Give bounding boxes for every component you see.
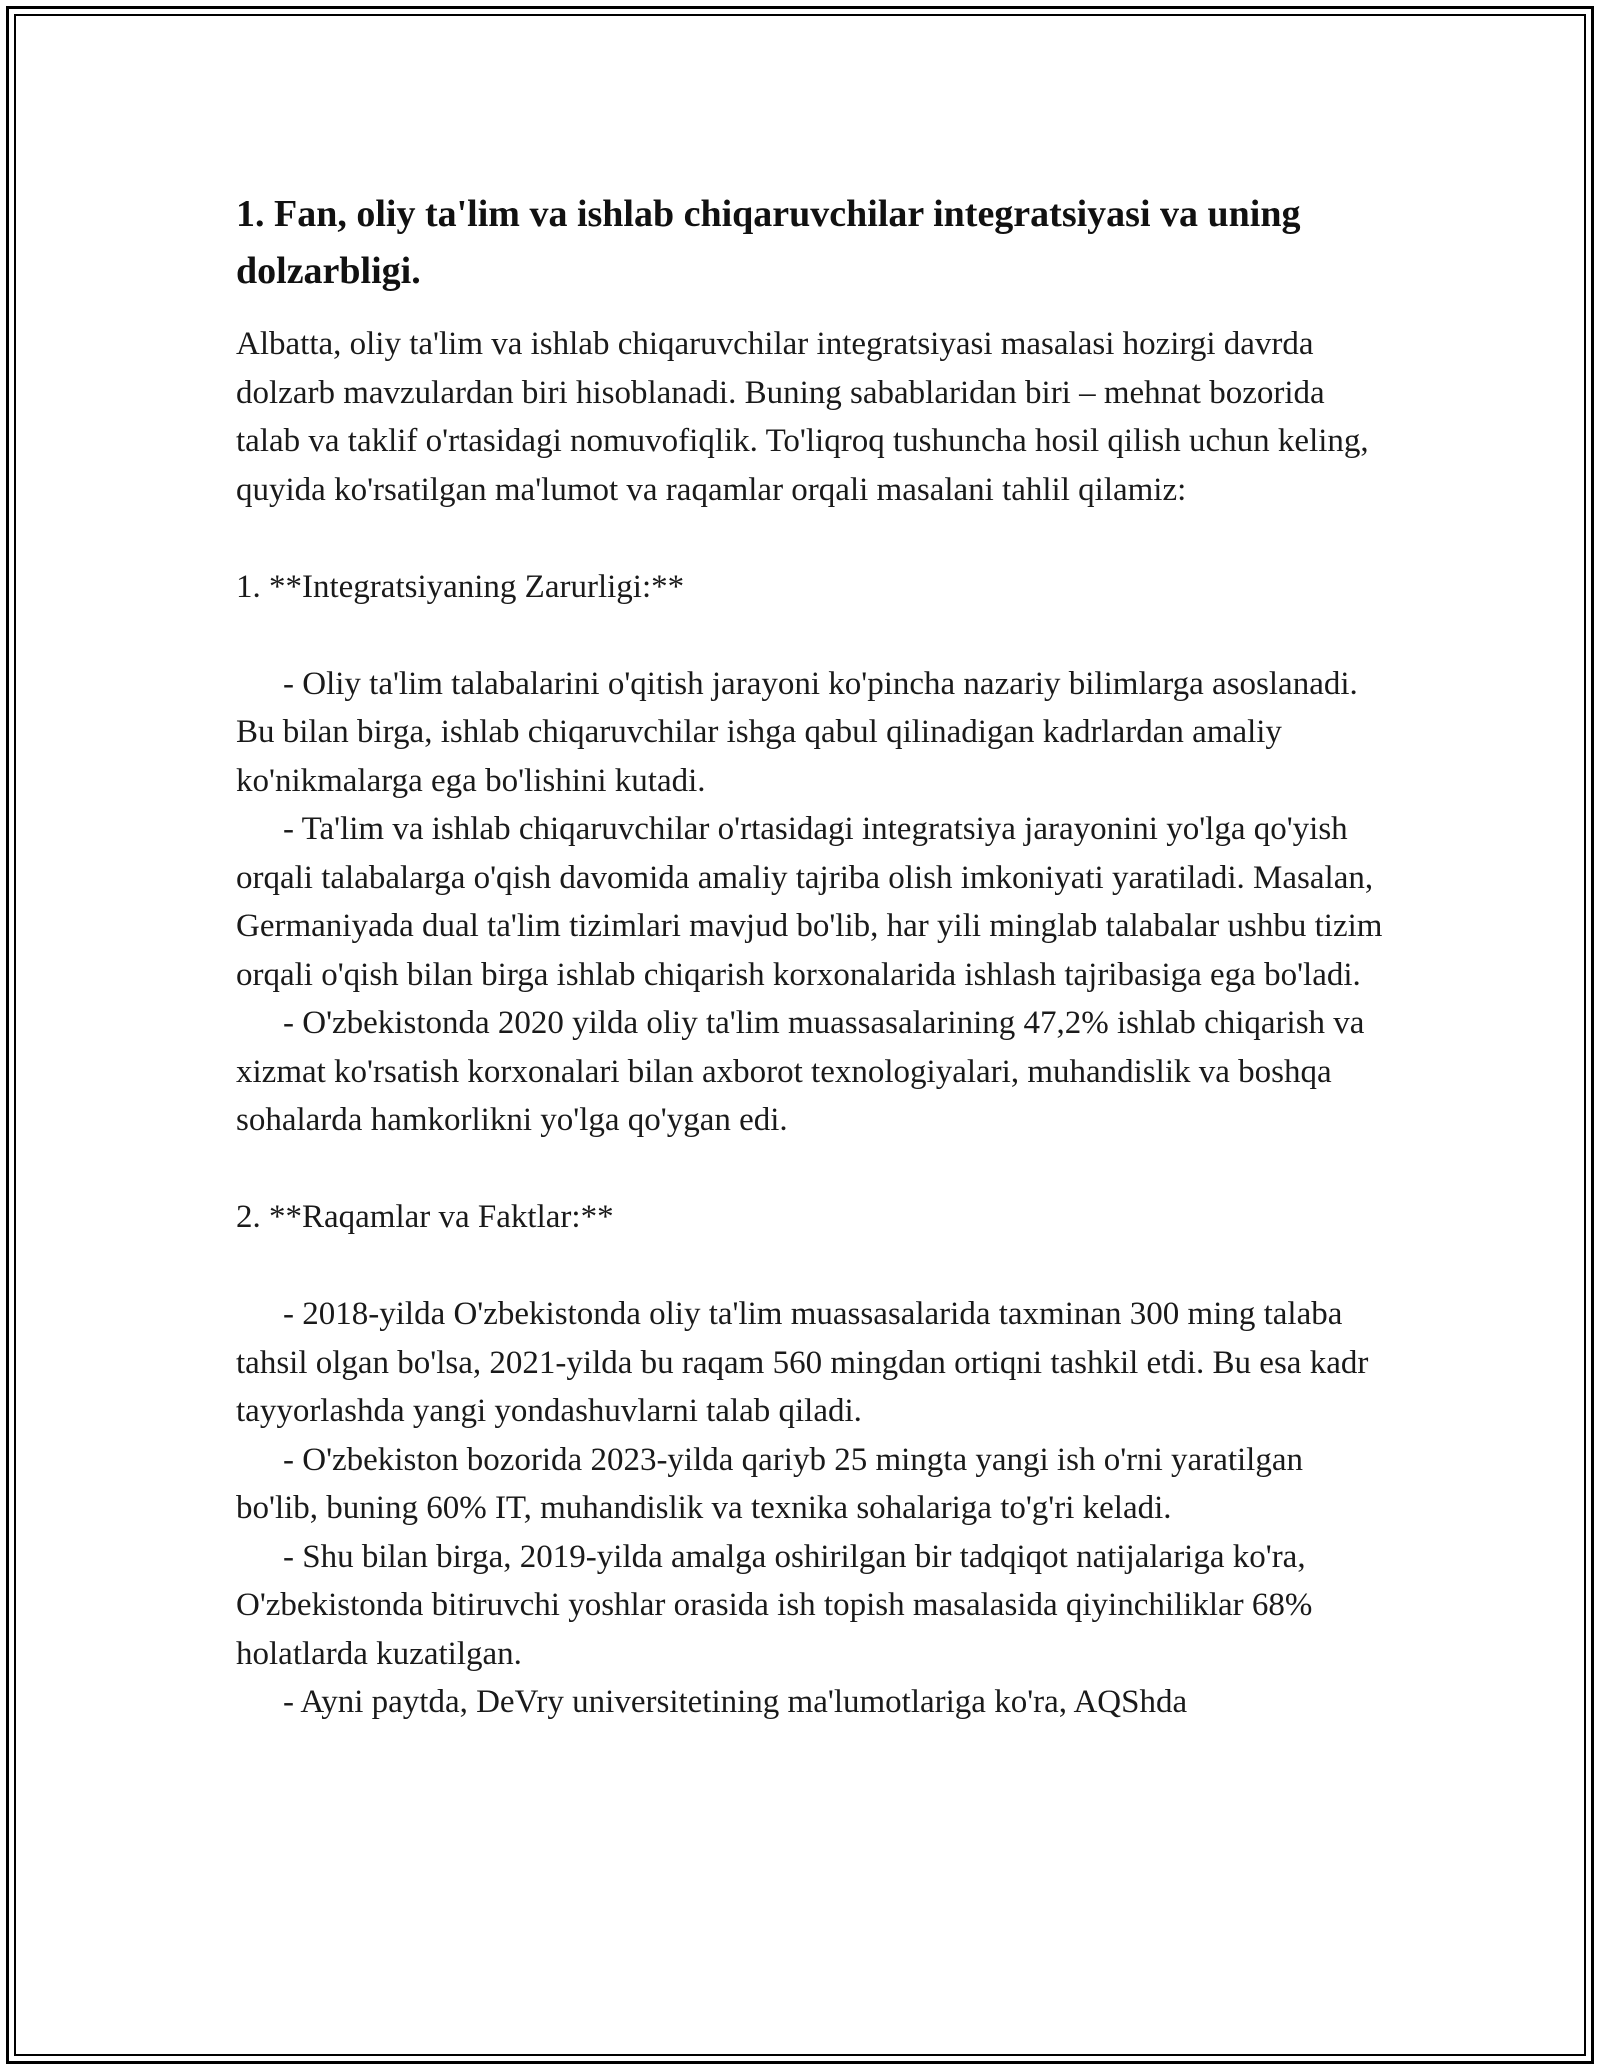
bullet-item: - Ta'lim va ishlab chiqaruvchilar o'rtasidagi integratsiya jarayonini yo'lga qo'yish orqali talabalarga o'qish davomida amaliy tajriba olish imkoniyati yaratiladi. Masalan, Germaniyada dual ta'lim tizimlari mavjud bo'lib, har yili minglab talabalar ushbu tizim orqali o'qish bilan birga ishlab chiqarish korxonalarida ishlash tajribasiga ega bo'ladi. bbox=[236, 811, 1383, 993]
bullet-item: - Oliy ta'lim talabalarini o'qitish jarayoni ko'pincha nazariy bilimlarga asoslanadi. Bu bilan birga, ishlab chiqaruvchilar ishga qabul qilinadigan kadrlardan amaliy ko'nikmalarga ega bo'lishini kutadi. bbox=[236, 665, 1358, 799]
blank-line bbox=[236, 611, 1386, 660]
blank-line bbox=[236, 1145, 1386, 1194]
blank-line bbox=[236, 514, 1386, 563]
bullet-item: - O'zbekistonda 2020 yilda oliy ta'lim muassasalarining 47,2% ishlab chiqarish va xizmat ko'rsatish korxonalari bilan axborot texnologiyalari, muhandislik va boshqa sohalarda hamkorlikni yo'lga qo'ygan edi. bbox=[236, 1005, 1365, 1138]
bullet-item: - Shu bilan birga, 2019-yilda amalga oshirilgan bir tadqiqot natijalariga ko'ra, O'zbekistonda bitiruvchi yoshlar orasida ish topish masalasida qiyinchiliklar 68% holatlarda kuzatilgan. bbox=[236, 1538, 1313, 1672]
section-title: 2. **Raqamlar va Faktlar:** bbox=[236, 1199, 614, 1235]
document-heading: 1. Fan, oliy ta'lim va ishlab chiqaruvchilar integratsiyasi va uning dolzarbligi. bbox=[236, 193, 1301, 292]
blank-line bbox=[236, 1242, 1386, 1291]
document-body bbox=[236, 186, 1386, 1727]
bullet-item: - Ayni paytda, DeVry universitetining ma'lumotlariga ko'ra, AQShda bbox=[283, 1684, 1188, 1720]
intro-paragraph: Albatta, oliy ta'lim va ishlab chiqaruvchilar integratsiyasi masalasi hozirgi davrda dolzarb mavzulardan biri hisoblanadi. Buning sabablaridan biri – mehnat bozorida talab va taklif o'rtasidagi nomuvofiqlik. To'liqroq tushuncha hosil qilish uchun keling, quyida ko'rsatilgan ma'lumot va raqamlar orqali masalani tahlil qilamiz: bbox=[236, 326, 1377, 508]
section-title: 1. **Integratsiyaning Zarurligi:** bbox=[236, 568, 685, 605]
bullet-item: - O'zbekiston bozorida 2023-yilda qariyb 25 mingta yangi ish o'rni yaratilgan bo'lib, buning 60% IT, muhandislik va texnika sohalariga to'g'ri keladi. bbox=[236, 1441, 1303, 1526]
bullet-item: - 2018-yilda O'zbekistonda oliy ta'lim muassasalarida taxminan 300 ming talaba tahsil olgan bo'lsa, 2021-yilda bu raqam 560 mingdan ortiqni tashkil etdi. Bu esa kadr tayyorlashda yangi yondashuvlarni talab qiladi. bbox=[236, 1296, 1369, 1429]
